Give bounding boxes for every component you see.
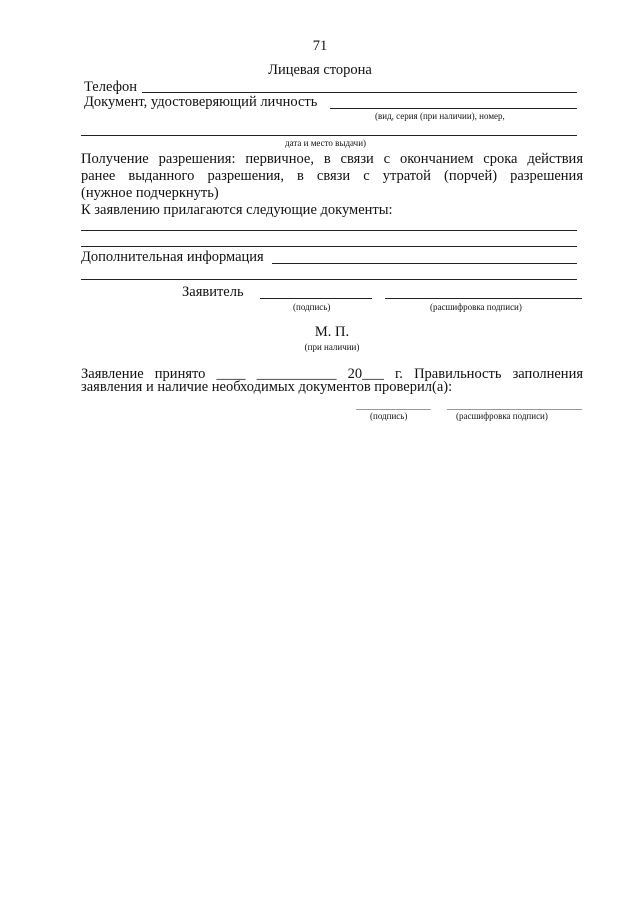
additional-info-label: Дополнительная информация: [81, 249, 264, 265]
page-header: Лицевая сторона: [268, 62, 372, 78]
id-doc-field-line: [330, 108, 577, 109]
additional-info-line-1: [272, 263, 577, 264]
stamp-hint: (при наличии): [304, 342, 360, 352]
phone-field-line: [142, 92, 577, 93]
attached-docs-line-1: [81, 230, 577, 231]
additional-info-line-2: [81, 279, 577, 280]
accepted-line-1: Заявление принято ____ ___________ 20___ г. Правильность заполнения: [81, 366, 583, 382]
id-doc-hint-2: дата и место выдачи): [285, 138, 367, 148]
checker-decode-line: [447, 409, 582, 410]
attached-docs-line-2: [81, 246, 577, 247]
id-doc-hint: (вид, серия (при наличии), номер,: [375, 111, 505, 121]
signature-decode-hint: (расшифровка подписи): [430, 302, 522, 312]
checker-decode-hint: (расшифровка подписи): [456, 411, 548, 421]
id-doc-field-line-2: [81, 135, 577, 136]
permit-line-3: (нужное подчеркнуть): [81, 185, 219, 201]
checker-signature-hint: (подпись): [370, 411, 408, 421]
page-number: 71: [312, 38, 328, 54]
stamp-label: М. П.: [314, 324, 350, 340]
permit-line-2: ранее выданного разрешения, в связи с утратой (порчей) разрешения: [81, 168, 583, 184]
id-doc-label: Документ, удостоверяющий личность: [84, 94, 318, 110]
checker-signature-line: [356, 409, 431, 410]
attached-docs-label: К заявлению прилагаются следующие документы:: [81, 202, 393, 218]
permit-line-1: Получение разрешения: первичное, в связи с окончанием срока действия: [81, 151, 583, 167]
applicant-decode-line: [385, 298, 582, 299]
signature-hint: (подпись): [293, 302, 331, 312]
phone-label: Телефон: [84, 79, 137, 95]
applicant-signature-line: [260, 298, 372, 299]
accepted-line-2: заявления и наличие необходимых документов проверил(а):: [81, 379, 453, 395]
applicant-label: Заявитель: [182, 284, 244, 300]
